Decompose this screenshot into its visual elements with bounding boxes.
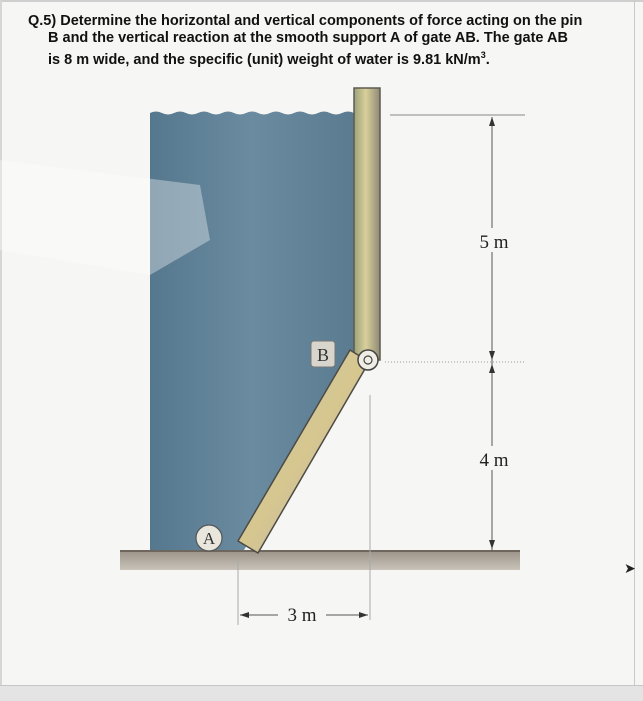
ground-surface: [120, 550, 520, 570]
question-line-2-text: B and the vertical reaction at the smooth support A of gate AB. The gate AB: [48, 30, 568, 46]
dim-arrow: [240, 612, 249, 618]
question-line-1-text: Determine the horizontal and vertical components of force acting on the pin: [60, 13, 583, 29]
dim-label-3m: 3 m: [287, 605, 317, 626]
dim-arrow: [359, 612, 368, 618]
question-line-3-text: is 8 m wide, and the specific (unit) weight of water is 9.81 kN/m: [48, 51, 481, 68]
dim-label-5m: 5 m: [479, 232, 509, 253]
question-period: .: [485, 51, 490, 68]
pin-b: [358, 350, 378, 370]
unit-superscript: 3: [480, 50, 486, 60]
question-number: Q.5): [28, 13, 57, 29]
dim-arrow: [489, 117, 495, 126]
water-region: [150, 112, 354, 551]
dim-arrow: [489, 540, 495, 549]
cursor-arrow-icon: ➤: [624, 560, 636, 576]
dim-label-4m: 4 m: [479, 450, 509, 471]
label-a: A: [202, 529, 216, 548]
dim-arrow: [489, 364, 495, 373]
label-b: B: [316, 345, 330, 365]
vertical-wall: [354, 88, 380, 360]
bottom-strip: [0, 685, 643, 701]
dim-arrow: [489, 351, 495, 360]
